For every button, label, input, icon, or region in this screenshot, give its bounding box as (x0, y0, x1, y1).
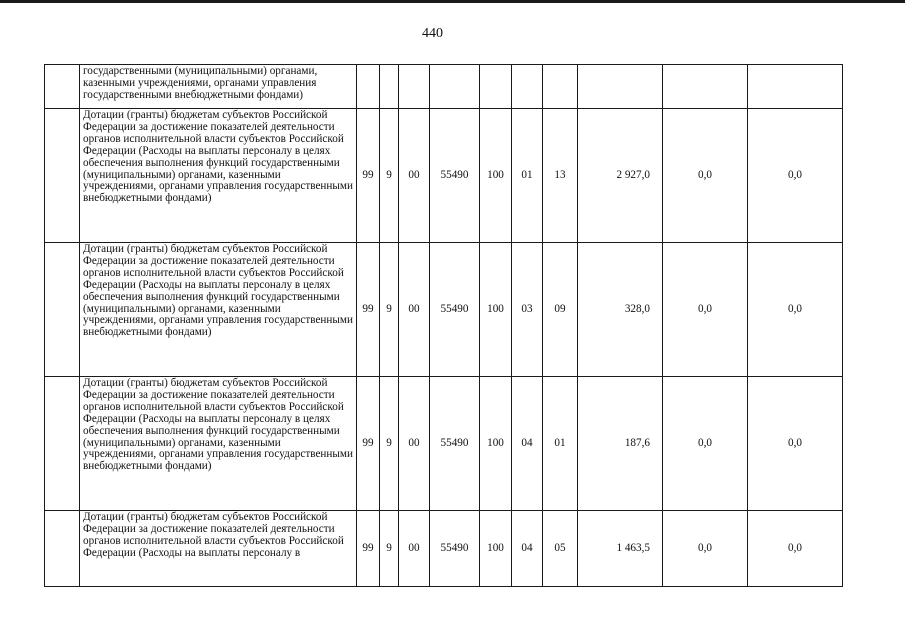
value-cell: 0,0 (748, 511, 843, 587)
value-cell (663, 65, 748, 109)
value-cell: 0,0 (748, 109, 843, 243)
index-cell (45, 243, 80, 377)
code-cell (380, 65, 399, 109)
index-cell (45, 65, 80, 109)
table-row (45, 511, 843, 587)
code-cell: 100 (480, 511, 512, 587)
code-cell: 100 (480, 243, 512, 377)
code-cell: 99 (357, 109, 380, 243)
description-cell: Дотации (гранты) бюджетам субъектов Российской Федерации за достижение показателей деятельности органов исполнительной власти субъектов Российской Федерации (Расходы на выплаты персоналу в (80, 511, 357, 587)
code-cell: 55490 (430, 511, 480, 587)
code-cell: 00 (399, 511, 430, 587)
code-cell: 9 (380, 109, 399, 243)
code-cell: 55490 (430, 377, 480, 511)
value-cell (748, 65, 843, 109)
code-cell (357, 65, 380, 109)
code-cell: 05 (543, 511, 578, 587)
index-cell (45, 511, 80, 587)
top-rule (0, 0, 905, 3)
table-row (45, 109, 843, 243)
table-row (45, 243, 843, 377)
code-cell: 04 (512, 511, 543, 587)
amount-cell: 328,0 (578, 243, 663, 377)
value-cell: 0,0 (663, 109, 748, 243)
code-cell: 13 (543, 109, 578, 243)
description-cell: государственными (муниципальными) органами, казенными учреждениями, органами управления государственными внебюджетными фондами) (80, 65, 357, 109)
value-cell: 0,0 (663, 511, 748, 587)
amount-cell: 187,6 (578, 377, 663, 511)
index-cell (45, 109, 80, 243)
code-cell: 55490 (430, 109, 480, 243)
amount-cell (578, 65, 663, 109)
code-cell: 99 (357, 511, 380, 587)
code-cell (543, 65, 578, 109)
code-cell: 09 (543, 243, 578, 377)
code-cell: 00 (399, 243, 430, 377)
code-cell: 9 (380, 511, 399, 587)
table-row (45, 377, 843, 511)
code-cell (480, 65, 512, 109)
amount-cell: 1 463,5 (578, 511, 663, 587)
page-number: 440 (422, 26, 443, 41)
code-cell (512, 65, 543, 109)
amount-cell: 2 927,0 (578, 109, 663, 243)
budget-table (44, 64, 843, 587)
code-cell: 03 (512, 243, 543, 377)
description-cell: Дотации (гранты) бюджетам субъектов Российской Федерации за достижение показателей деятельности органов исполнительной власти субъектов Российской Федерации (Расходы на выплаты персоналу в целях обеспечения выполнения функций государственными (муниципальными) органами, казенными учреждениями, органами управления государственными внебюджетными фондами) (80, 377, 357, 511)
value-cell: 0,0 (748, 243, 843, 377)
code-cell: 00 (399, 377, 430, 511)
code-cell: 9 (380, 243, 399, 377)
description-cell: Дотации (гранты) бюджетам субъектов Российской Федерации за достижение показателей деятельности органов исполнительной власти субъектов Российской Федерации (Расходы на выплаты персоналу в целях обеспечения выполнения функций государственными (муниципальными) органами, казенными учреждениями, органами управления государственными внебюджетными фондами) (80, 243, 357, 377)
code-cell: 99 (357, 243, 380, 377)
code-cell: 55490 (430, 243, 480, 377)
table-row (45, 65, 843, 109)
code-cell: 100 (480, 377, 512, 511)
code-cell (430, 65, 480, 109)
code-cell: 00 (399, 109, 430, 243)
code-cell: 99 (357, 377, 380, 511)
index-cell (45, 377, 80, 511)
code-cell: 100 (480, 109, 512, 243)
code-cell (399, 65, 430, 109)
code-cell: 01 (512, 109, 543, 243)
description-cell: Дотации (гранты) бюджетам субъектов Российской Федерации за достижение показателей деятельности органов исполнительной власти субъектов Российской Федерации (Расходы на выплаты персоналу в целях обеспечения выполнения функций государственными (муниципальными) органами, казенными учреждениями, органами управления государственными внебюджетными фондами) (80, 109, 357, 243)
code-cell: 01 (543, 377, 578, 511)
code-cell: 9 (380, 377, 399, 511)
value-cell: 0,0 (663, 243, 748, 377)
value-cell: 0,0 (748, 377, 843, 511)
value-cell: 0,0 (663, 377, 748, 511)
code-cell: 04 (512, 377, 543, 511)
